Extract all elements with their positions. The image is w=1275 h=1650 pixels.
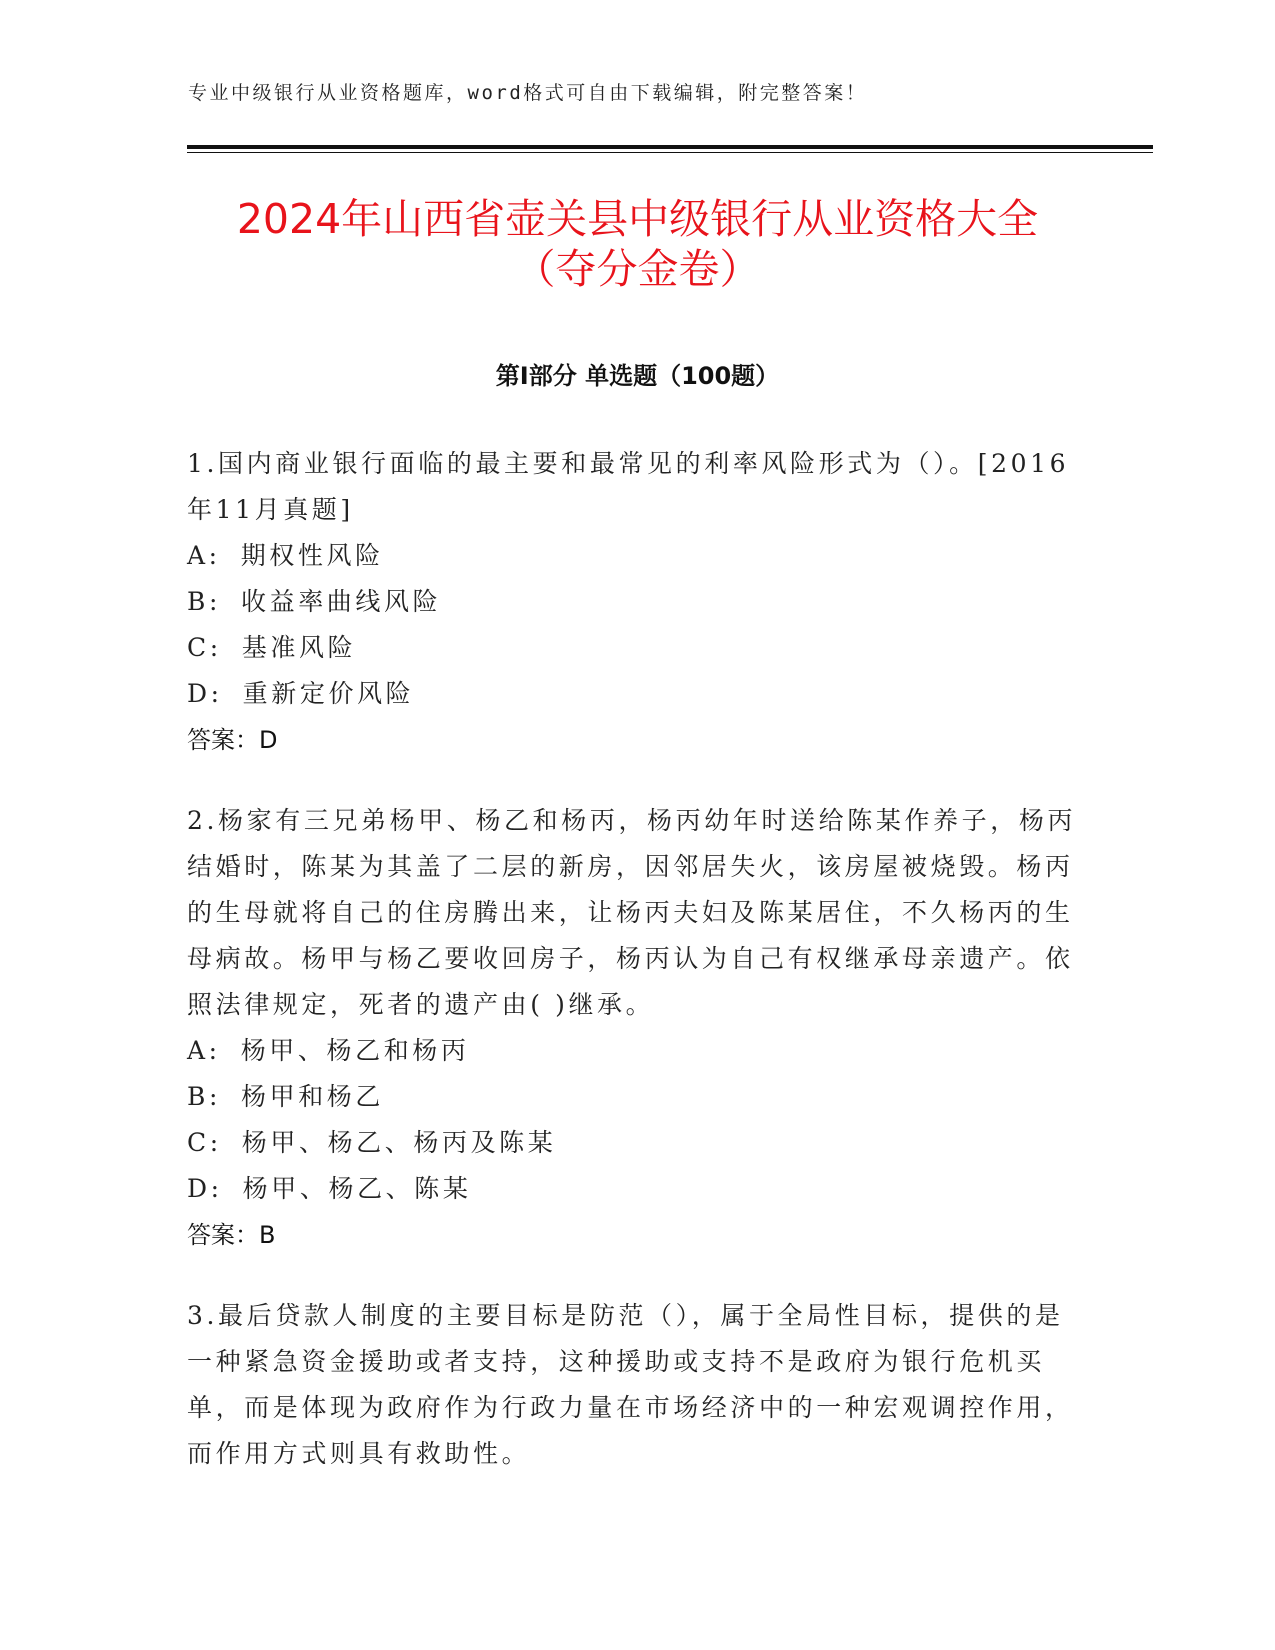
header-rule-thick <box>187 145 1153 149</box>
option-letter: D: <box>187 679 223 708</box>
document-title <box>0 194 1275 294</box>
option-a <box>187 1028 1087 1074</box>
option-letter: B: <box>187 587 221 616</box>
option-text: 杨甲和杨乙 <box>241 1082 385 1111</box>
question-list <box>187 441 1087 1512</box>
option-letter: B: <box>187 1082 221 1111</box>
option-text: 期权性风险 <box>240 541 384 570</box>
option-b <box>187 1074 1087 1120</box>
option-a <box>187 533 1087 579</box>
option-d <box>187 1166 1087 1212</box>
document-title-line1: 2024年山西省壶关县中级银行从业资格大全 <box>236 195 1039 243</box>
document-title-line2: （夺分金卷） <box>514 245 761 293</box>
header-note: 专业中级银行从业资格题库，word格式可自由下载编辑，附完整答案！ <box>188 82 868 104</box>
question-stem: 3.最后贷款人制度的主要目标是防范（），属于全局性目标，提供的是一种紧急资金援助或者支持，这种援助或支持不是政府为银行危机买单，而是体现为政府作为行政力量在市场经济中的一种宏观调控作用，而作用方式则具有救助性。 <box>187 1301 1074 1468</box>
option-text: 杨甲、杨乙、杨丙及陈某 <box>241 1128 557 1157</box>
option-letter: C: <box>187 1128 222 1157</box>
question-2 <box>187 798 1087 1258</box>
option-letter: A: <box>187 1036 221 1065</box>
option-letter: C: <box>187 633 222 662</box>
option-d <box>187 671 1087 717</box>
option-text: 重新定价风险 <box>242 679 415 708</box>
question-1 <box>187 441 1087 763</box>
question-3 <box>187 1293 1087 1477</box>
option-letter: D: <box>187 1174 223 1203</box>
answer: 答案：B <box>187 1221 276 1249</box>
option-text: 杨甲、杨乙和杨丙 <box>240 1036 470 1065</box>
option-text: 杨甲、杨乙、陈某 <box>242 1174 472 1203</box>
header-rule-thin <box>187 152 1153 153</box>
option-text: 基准风险 <box>241 633 357 662</box>
option-b <box>187 579 1087 625</box>
answer: 答案：D <box>187 726 278 754</box>
question-stem: 2.杨家有三兄弟杨甲、杨乙和杨丙，杨丙幼年时送给陈某作养子，杨丙结婚时，陈某为其盖了二层的新房，因邻居失火，该房屋被烧毁。杨丙的生母就将自己的住房腾出来，让杨丙夫妇及陈某居住，不久杨丙的生母病故。杨甲与杨乙要收回房子，杨丙认为自己有权继承母亲遗产。依照法律规定，死者的遗产由( )继承。 <box>187 806 1077 1019</box>
option-text: 收益率曲线风险 <box>241 587 442 616</box>
section-title: 第Ⅰ部分 单选题（100题） <box>495 362 780 390</box>
option-letter: A: <box>187 541 221 570</box>
question-stem: 1.国内商业银行面临的最主要和最常见的利率风险形式为（）。[2016年11月真题] <box>187 449 1070 524</box>
option-c <box>187 625 1087 671</box>
option-c <box>187 1120 1087 1166</box>
